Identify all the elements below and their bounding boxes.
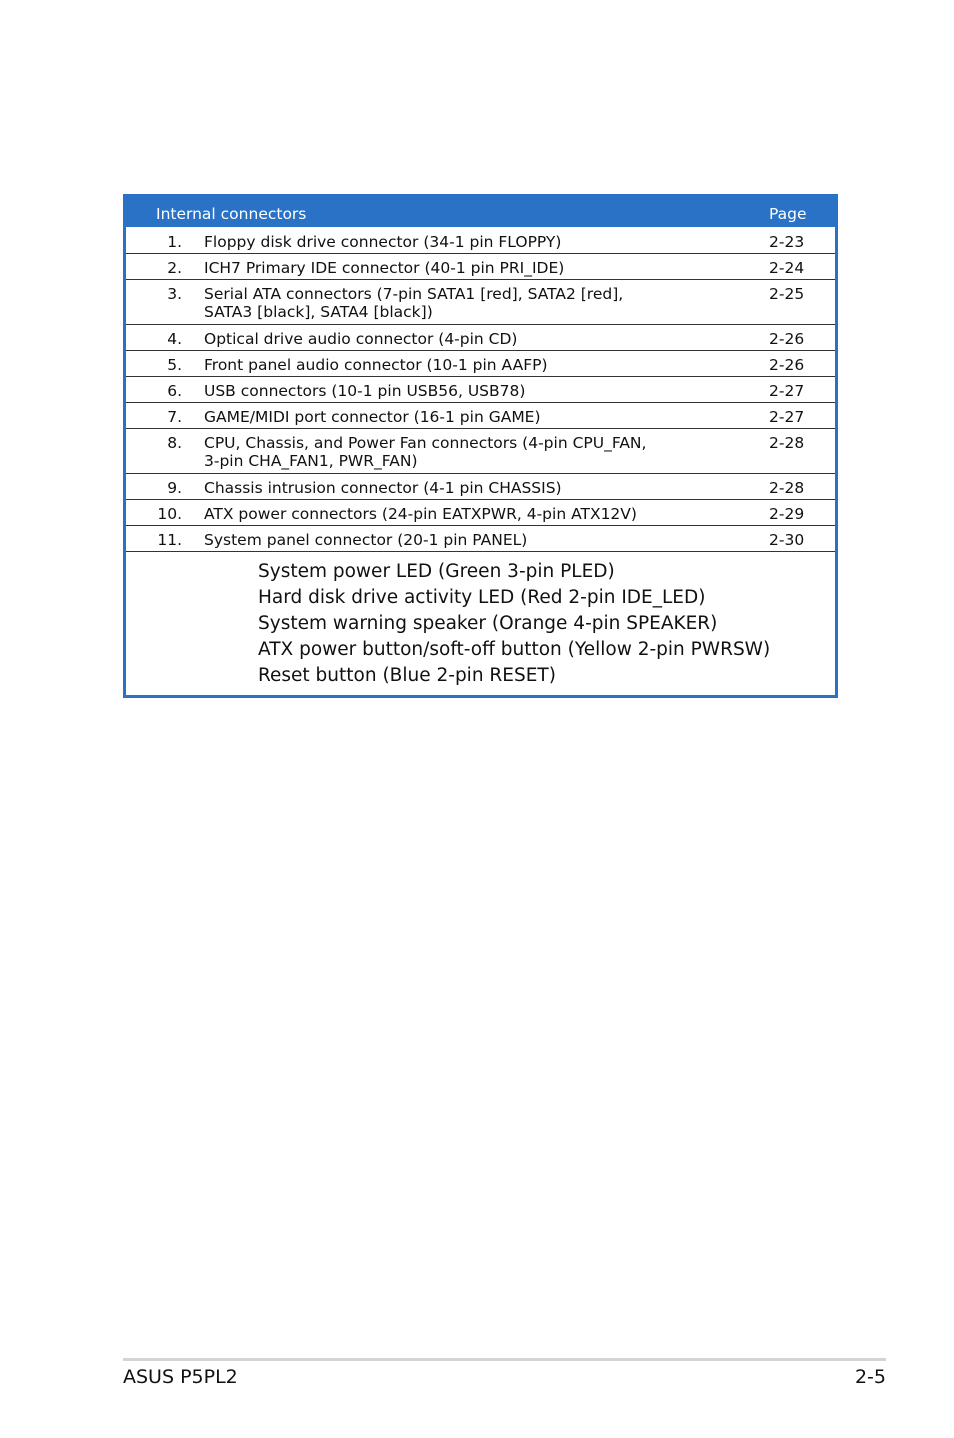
row-description xyxy=(204,356,744,374)
row-description-line: Serial ATA connectors (7-pin SATA1 [red], SATA2 [red], xyxy=(204,285,624,303)
row-page: 2-23 xyxy=(769,233,805,251)
row-description-line: CPU, Chassis, and Power Fan connectors (4-pin CPU_FAN, xyxy=(204,434,647,452)
row-description xyxy=(204,382,744,400)
row-number: 2. xyxy=(167,259,182,277)
row-description xyxy=(204,330,744,348)
table-row xyxy=(126,473,835,499)
sub-item: Reset button (Blue 2-pin RESET) xyxy=(258,665,556,686)
footer-product-name: ASUS P5PL2 xyxy=(123,1366,238,1388)
table-row xyxy=(126,376,835,402)
row-description-line: ATX power connectors (24-pin EATXPWR, 4-pin ATX12V) xyxy=(204,505,637,523)
row-number: 7. xyxy=(167,408,182,426)
table-row xyxy=(126,253,835,279)
header-page: Page xyxy=(769,205,807,223)
row-description xyxy=(204,408,744,426)
row-description-line: Floppy disk drive connector (34-1 pin FLOPPY) xyxy=(204,233,562,251)
row-page: 2-29 xyxy=(769,505,805,523)
row-description xyxy=(204,285,744,321)
row-page: 2-24 xyxy=(769,259,805,277)
internal-connectors-table xyxy=(123,194,838,698)
row-number: 6. xyxy=(167,382,182,400)
row-description-line: ICH7 Primary IDE connector (40-1 pin PRI_IDE) xyxy=(204,259,565,277)
row-page: 2-26 xyxy=(769,356,805,374)
row-description-line: Chassis intrusion connector (4-1 pin CHASSIS) xyxy=(204,479,562,497)
row-number: 1. xyxy=(167,233,182,251)
row-page: 2-28 xyxy=(769,479,805,497)
row-description-line: Optical drive audio connector (4-pin CD) xyxy=(204,330,518,348)
row-number: 9. xyxy=(167,479,182,497)
row-number: 10. xyxy=(157,505,182,523)
row-description-line: SATA3 [black], SATA4 [black]) xyxy=(204,303,433,321)
row-description xyxy=(204,434,744,470)
row-number: 4. xyxy=(167,330,182,348)
row-number: 3. xyxy=(167,285,182,303)
row-page: 2-30 xyxy=(769,531,805,549)
table-row xyxy=(126,428,835,473)
table-row xyxy=(126,279,835,324)
row-page: 2-27 xyxy=(769,382,805,400)
row-description xyxy=(204,233,744,251)
row-description-line: USB connectors (10-1 pin USB56, USB78) xyxy=(204,382,526,400)
header-label: Internal connectors xyxy=(156,205,307,223)
row-description xyxy=(204,505,744,523)
row-description-line: 3-pin CHA_FAN1, PWR_FAN) xyxy=(204,452,418,470)
row-description-line: Front panel audio connector (10-1 pin AAFP) xyxy=(204,356,548,374)
table-row xyxy=(126,402,835,428)
row-number: 8. xyxy=(167,434,182,452)
row-page: 2-25 xyxy=(769,285,805,303)
row-description xyxy=(204,531,744,549)
row-description xyxy=(204,259,744,277)
row-number: 5. xyxy=(167,356,182,374)
sub-item: Hard disk drive activity LED (Red 2-pin IDE_LED) xyxy=(258,587,706,608)
footer-page-number: 2-5 xyxy=(854,1366,886,1388)
sub-item: System power LED (Green 3-pin PLED) xyxy=(258,561,615,582)
table-row xyxy=(126,525,835,551)
row-page: 2-26 xyxy=(769,330,805,348)
row-description-line: GAME/MIDI port connector (16-1 pin GAME) xyxy=(204,408,541,426)
sub-item: ATX power button/soft-off button (Yellow 2-pin PWRSW) xyxy=(258,639,771,660)
table-row xyxy=(126,350,835,376)
footer-divider xyxy=(123,1358,886,1361)
row-page: 2-27 xyxy=(769,408,805,426)
table-row xyxy=(126,324,835,350)
table-header xyxy=(126,197,835,227)
row-number: 11. xyxy=(157,531,182,549)
row-page: 2-28 xyxy=(769,434,805,452)
table-row xyxy=(126,499,835,525)
row-description xyxy=(204,479,744,497)
row-description-line: System panel connector (20-1 pin PANEL) xyxy=(204,531,528,549)
panel-sub-items xyxy=(258,559,770,689)
row-divider xyxy=(126,551,835,552)
sub-item: System warning speaker (Orange 4-pin SPEAKER) xyxy=(258,613,718,634)
table-row xyxy=(126,227,835,253)
